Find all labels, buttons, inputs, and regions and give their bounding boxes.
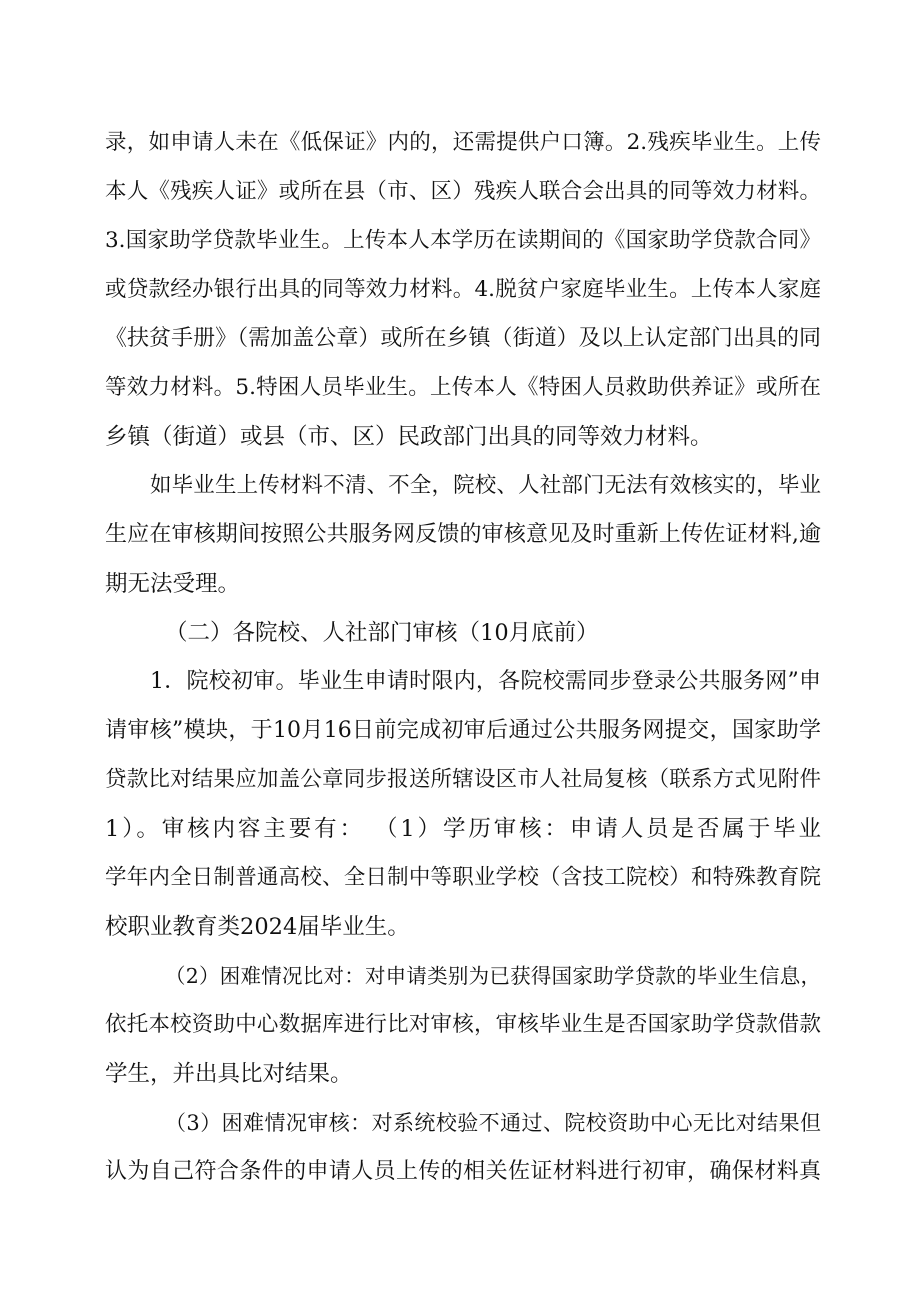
- text-line: 贷款比对结果应加盖公章同步报送所辖设区市人社局复核（联系方式见附件: [105, 767, 821, 792]
- text-line: 《扶贫手册》（需加盖公章）或所在乡镇（街道）及以上认定部门出具的同: [105, 326, 821, 351]
- text-line: 1）。审核内容主要有： （1）学历审核：申请人员是否属于毕业: [105, 816, 821, 842]
- text-line: 认为自己符合条件的申请人员上传的相关佐证材料进行初审，确保材料真: [105, 1159, 821, 1184]
- section-heading: （二）各院校、人社部门审核（10月底前）: [165, 620, 599, 646]
- text-line: 1．院校初审。毕业生申请时限内，各院校需同步登录公共服务网”申: [150, 669, 821, 694]
- text-line: 校职业教育类2024届毕业生。: [105, 914, 410, 940]
- text-line: 3.国家助学贷款毕业生。上传本人本学历在读期间的《国家助学贷款合同》: [105, 228, 821, 253]
- text-line: 本人《残疾人证》或所在县（市、区）残疾人联合会出具的同等效力材料。: [105, 179, 821, 204]
- text-line: 生应在审核期间按照公共服务网反馈的审核意见及时重新上传佐证材料,逾: [105, 522, 821, 547]
- text-line: 乡镇（街道）或县（市、区）民政部门出具的同等效力材料。: [105, 424, 713, 450]
- text-line: 录，如申请人未在《低保证》内的，还需提供户口簿。2.残疾毕业生。上传: [105, 130, 821, 155]
- text-line: （2）困难情况比对：对申请类别为已获得国家助学贷款的毕业生信息，: [165, 964, 821, 988]
- text-line: 等效力材料。5.特困人员毕业生。上传本人《特困人员救助供养证》或所在: [105, 375, 821, 400]
- text-line: 如毕业生上传材料不清、不全，院校、人社部门无法有效核实的，毕业: [150, 473, 821, 498]
- text-line: 请审核”模块，于10月16日前完成初审后通过公共服务网提交，国家助学: [105, 718, 821, 743]
- text-line: 学生，并出具比对结果。: [105, 1061, 353, 1087]
- text-line: 依托本校资助中心数据库进行比对审核，审核毕业生是否国家助学贷款借款: [105, 1012, 821, 1037]
- text-line: （3）困难情况审核：对系统校验不通过、院校资助中心无比对结果但: [165, 1111, 821, 1135]
- text-line: 或贷款经办银行出具的同等效力材料。4.脱贫户家庭毕业生。上传本人家庭: [105, 277, 821, 302]
- text-line: 期无法受理。: [105, 571, 241, 597]
- text-line: 学年内全日制普通高校、全日制中等职业学校（含技工院校）和特殊教育院: [105, 865, 821, 890]
